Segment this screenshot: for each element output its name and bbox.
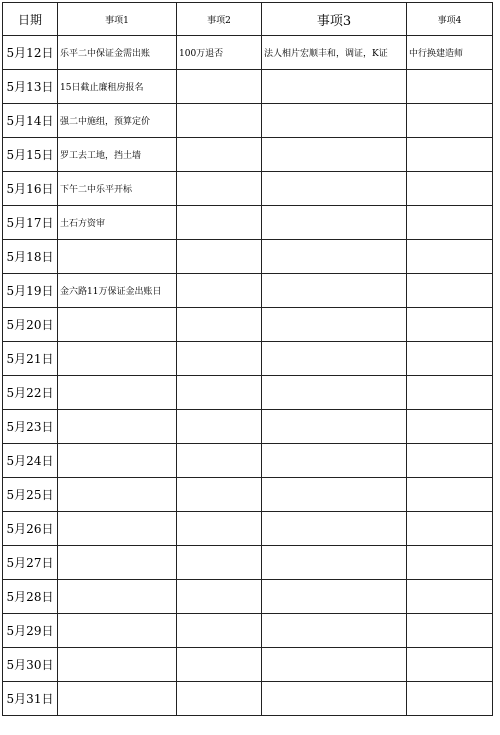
item4-cell[interactable] xyxy=(407,104,493,138)
header-item1: 事项1 xyxy=(58,3,177,36)
table-row xyxy=(3,104,493,138)
table-row xyxy=(3,444,493,478)
date-cell[interactable]: 5月20日 xyxy=(3,308,58,342)
item3-cell[interactable] xyxy=(262,682,407,716)
item4-cell[interactable] xyxy=(407,376,493,410)
item4-cell[interactable] xyxy=(407,614,493,648)
schedule-table xyxy=(2,2,493,716)
item4-cell[interactable] xyxy=(407,172,493,206)
table-row xyxy=(3,172,493,206)
item4-cell[interactable] xyxy=(407,546,493,580)
item1-cell[interactable] xyxy=(58,580,177,614)
table-row xyxy=(3,206,493,240)
schedule-sheet xyxy=(2,2,493,716)
header-item4: 事项4 xyxy=(407,3,493,36)
item3-cell[interactable] xyxy=(262,648,407,682)
date-cell[interactable]: 5月28日 xyxy=(3,580,58,614)
item3-cell[interactable] xyxy=(262,342,407,376)
item4-cell[interactable] xyxy=(407,342,493,376)
item4-cell[interactable] xyxy=(407,138,493,172)
item1-cell[interactable] xyxy=(58,410,177,444)
item2-cell[interactable] xyxy=(177,274,262,308)
item3-cell[interactable] xyxy=(262,274,407,308)
item1-cell[interactable] xyxy=(58,444,177,478)
item4-cell[interactable] xyxy=(407,512,493,546)
item2-cell[interactable] xyxy=(177,376,262,410)
item4-cell[interactable] xyxy=(407,410,493,444)
date-cell[interactable]: 5月25日 xyxy=(3,478,58,512)
item2-cell[interactable] xyxy=(177,546,262,580)
header-date: 日期 xyxy=(3,3,58,36)
item3-cell[interactable] xyxy=(262,376,407,410)
date-cell[interactable]: 5月16日 xyxy=(3,172,58,206)
item3-cell[interactable] xyxy=(262,444,407,478)
table-row xyxy=(3,138,493,172)
item4-cell[interactable] xyxy=(407,648,493,682)
date-cell[interactable]: 5月27日 xyxy=(3,546,58,580)
date-cell[interactable]: 5月19日 xyxy=(3,274,58,308)
item2-cell[interactable] xyxy=(177,614,262,648)
date-cell[interactable]: 5月12日 xyxy=(3,36,58,70)
item1-cell[interactable] xyxy=(58,376,177,410)
table-row xyxy=(3,70,493,104)
item4-cell[interactable] xyxy=(407,580,493,614)
item1-cell[interactable] xyxy=(58,546,177,580)
date-cell[interactable]: 5月22日 xyxy=(3,376,58,410)
item4-cell[interactable] xyxy=(407,206,493,240)
item1-cell[interactable] xyxy=(58,614,177,648)
table-row xyxy=(3,274,493,308)
item1-cell[interactable]: 土石方资审 xyxy=(58,206,177,240)
item2-cell[interactable] xyxy=(177,512,262,546)
item3-cell[interactable] xyxy=(262,546,407,580)
item1-cell[interactable] xyxy=(58,342,177,376)
item3-cell[interactable] xyxy=(262,138,407,172)
item1-cell[interactable] xyxy=(58,240,177,274)
item3-cell[interactable] xyxy=(262,240,407,274)
date-cell[interactable]: 5月13日 xyxy=(3,70,58,104)
table-row xyxy=(3,546,493,580)
table-row xyxy=(3,410,493,444)
date-cell[interactable]: 5月18日 xyxy=(3,240,58,274)
item3-cell[interactable] xyxy=(262,70,407,104)
date-cell[interactable]: 5月21日 xyxy=(3,342,58,376)
item3-cell[interactable] xyxy=(262,478,407,512)
item2-cell[interactable] xyxy=(177,648,262,682)
item1-cell[interactable] xyxy=(58,478,177,512)
item1-cell[interactable] xyxy=(58,308,177,342)
date-cell[interactable]: 5月14日 xyxy=(3,104,58,138)
date-cell[interactable]: 5月30日 xyxy=(3,648,58,682)
header-item2: 事项2 xyxy=(177,3,262,36)
item2-cell[interactable]: 100万退否 xyxy=(177,36,262,70)
table-row xyxy=(3,36,493,70)
date-cell[interactable]: 5月24日 xyxy=(3,444,58,478)
table-row xyxy=(3,308,493,342)
item2-cell[interactable] xyxy=(177,70,262,104)
item2-cell[interactable] xyxy=(177,682,262,716)
date-cell[interactable]: 5月29日 xyxy=(3,614,58,648)
item2-cell[interactable] xyxy=(177,240,262,274)
item4-cell[interactable] xyxy=(407,308,493,342)
table-row xyxy=(3,342,493,376)
item4-cell[interactable] xyxy=(407,274,493,308)
item2-cell[interactable] xyxy=(177,206,262,240)
item1-cell[interactable] xyxy=(58,682,177,716)
item3-cell[interactable]: 法人相片宏顺丰和，调证，K证 xyxy=(262,36,407,70)
item4-cell[interactable] xyxy=(407,478,493,512)
item2-cell[interactable] xyxy=(177,410,262,444)
date-cell[interactable]: 5月15日 xyxy=(3,138,58,172)
item1-cell[interactable] xyxy=(58,512,177,546)
table-row xyxy=(3,682,493,716)
item3-cell[interactable] xyxy=(262,512,407,546)
table-row xyxy=(3,614,493,648)
item2-cell[interactable] xyxy=(177,138,262,172)
item3-cell[interactable] xyxy=(262,308,407,342)
item4-cell[interactable] xyxy=(407,240,493,274)
item4-cell[interactable] xyxy=(407,682,493,716)
date-cell[interactable]: 5月31日 xyxy=(3,682,58,716)
date-cell[interactable]: 5月23日 xyxy=(3,410,58,444)
item3-cell[interactable] xyxy=(262,172,407,206)
table-row xyxy=(3,580,493,614)
item2-cell[interactable] xyxy=(177,342,262,376)
item3-cell[interactable] xyxy=(262,206,407,240)
table-row xyxy=(3,648,493,682)
item3-cell[interactable] xyxy=(262,580,407,614)
item1-cell[interactable] xyxy=(58,648,177,682)
item2-cell[interactable] xyxy=(177,172,262,206)
date-cell[interactable]: 5月26日 xyxy=(3,512,58,546)
item2-cell[interactable] xyxy=(177,104,262,138)
table-row xyxy=(3,478,493,512)
item1-cell[interactable]: 下午二中乐平开标 xyxy=(58,172,177,206)
table-row xyxy=(3,240,493,274)
item2-cell[interactable] xyxy=(177,580,262,614)
date-cell[interactable]: 5月17日 xyxy=(3,206,58,240)
item1-cell[interactable]: 15日截止廉租房报名 xyxy=(58,70,177,104)
header-row xyxy=(3,3,493,36)
item1-cell[interactable]: 乐平二中保证金需出账 xyxy=(58,36,177,70)
item2-cell[interactable] xyxy=(177,444,262,478)
item2-cell[interactable] xyxy=(177,478,262,512)
item3-cell[interactable] xyxy=(262,410,407,444)
item1-cell[interactable]: 金六路11万保证金出账日 xyxy=(58,274,177,308)
item1-cell[interactable]: 罗工去工地，挡土墙 xyxy=(58,138,177,172)
item1-cell[interactable]: 强二中施组，预算定价 xyxy=(58,104,177,138)
item4-cell[interactable] xyxy=(407,444,493,478)
item2-cell[interactable] xyxy=(177,308,262,342)
item3-cell[interactable] xyxy=(262,614,407,648)
table-row xyxy=(3,512,493,546)
item3-cell[interactable] xyxy=(262,104,407,138)
table-row xyxy=(3,376,493,410)
item4-cell[interactable] xyxy=(407,70,493,104)
header-item3: 事项3 xyxy=(262,3,407,36)
table-body xyxy=(3,36,493,716)
item4-cell[interactable]: 中行换建造师 xyxy=(407,36,493,70)
